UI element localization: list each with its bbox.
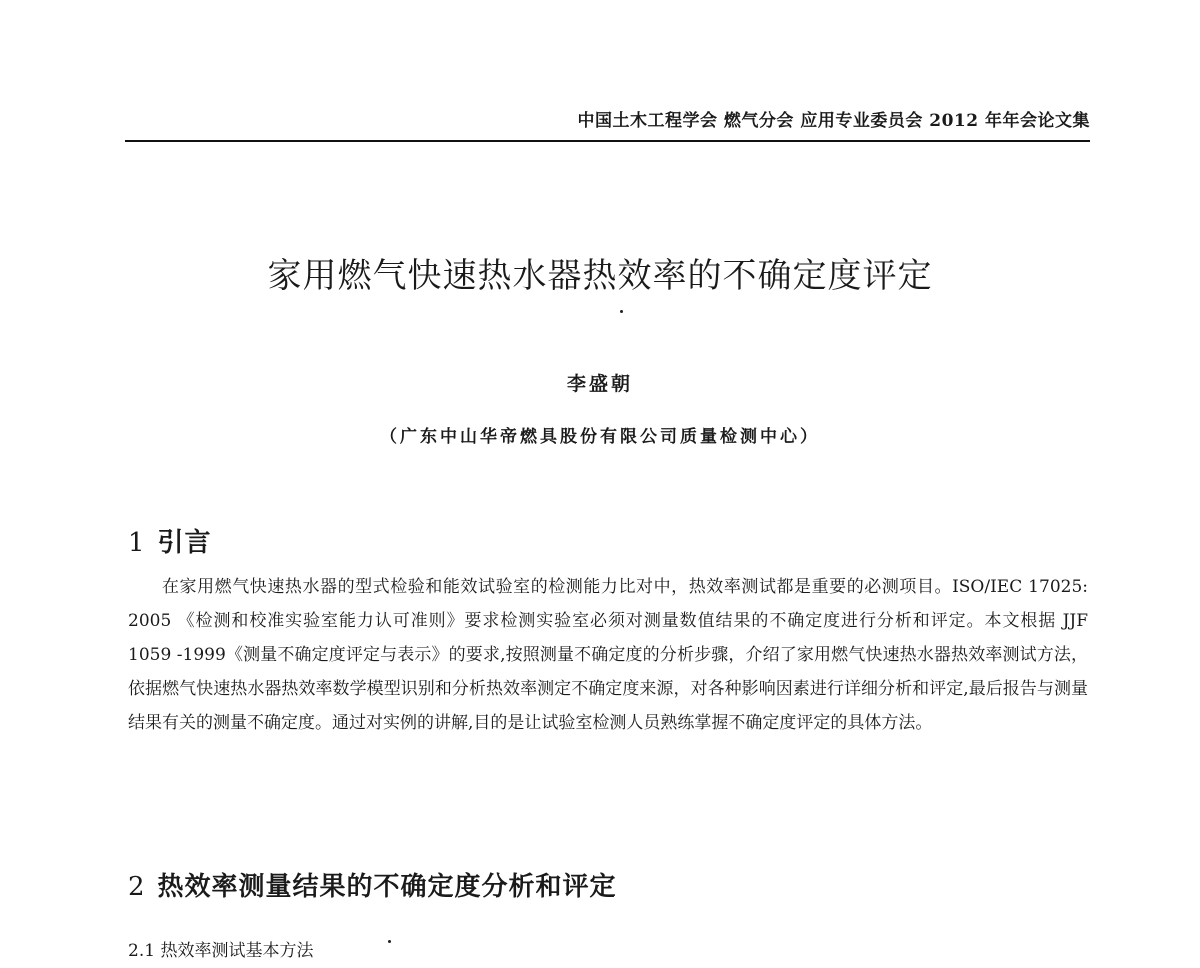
section-heading-uncertainty-analysis xyxy=(128,868,617,906)
section-title: 热效率测量结果的不确定度分析和评定 xyxy=(157,872,617,902)
header-rule xyxy=(125,140,1090,142)
scan-speck xyxy=(620,310,623,313)
paper-title: 家用燃气快速热水器热效率的不确定度评定 xyxy=(267,256,933,296)
section-number: 2 xyxy=(128,872,146,902)
scan-speck xyxy=(388,940,391,943)
author-name: 李盛朝 xyxy=(566,373,633,395)
section-number: 1 xyxy=(128,528,146,558)
introduction-paragraph: 在家用燃气快速热水器的型式检验和能效试验室的检测能力比对中，热效率测试都是重要的必测项目。ISO/IEC 17025: 2005 《检测和校准实验室能力认可准则》要求检测实验室必须对测量数值结果的不确定度进行分析和评定。本文根据 JJF 1059 -1999《测量不确定度评定与表示》的要求,按照测量不确定度的分析步骤，介绍了家用燃气快速热水器热效率测试方法，依据燃气快速热水器热效率数学模型识别和分析热效率测定不确定度来源，对各种影响因素进行详细分析和评定,最后报告与测量结果有关的测量不确定度。通过对实例的讲解,目的是让试验室检测人员熟练掌握不确定度评定的具体方法。 xyxy=(128,577,1088,733)
section-title: 引言 xyxy=(157,528,212,558)
section-heading-introduction xyxy=(128,524,212,562)
subsection-heading-partial: 2.1 热效率测试基本方法 xyxy=(128,941,314,961)
author-affiliation: （广东中山华帝燃具股份有限公司质量检测中心） xyxy=(380,427,820,447)
running-header: 中国土木工程学会 燃气分会 应用专业委员会 2012 年年会论文集 xyxy=(577,111,1090,131)
